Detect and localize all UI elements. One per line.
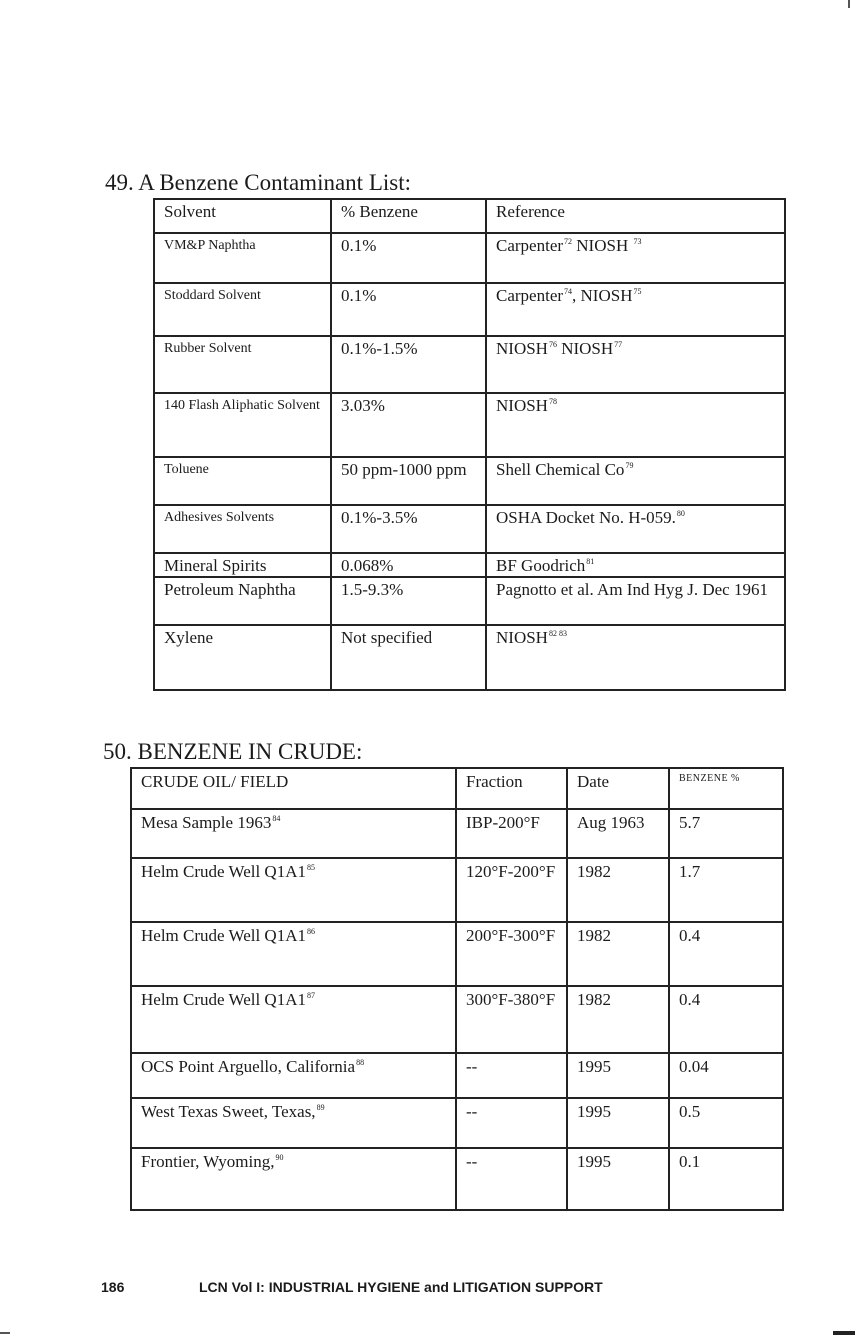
reference-cell (486, 457, 785, 505)
date-cell: 1982 (567, 858, 669, 922)
fraction-cell: 300°F-380°F (456, 986, 567, 1053)
footnote-ref: 84 (272, 814, 281, 823)
date-cell: 1995 (567, 1053, 669, 1098)
benzene-in-crude-table (130, 767, 784, 1211)
benzene-cell: Not specified (331, 625, 486, 690)
reference-cell (486, 233, 785, 283)
reference-text: Pagnotto et al. Am Ind Hyg J. Dec 1961 (496, 580, 768, 599)
footnote-ref: 79 (625, 461, 634, 470)
crude-field-cell (131, 922, 456, 986)
table-row (131, 809, 783, 858)
reference-text: NIOSH (496, 628, 548, 647)
column-header: BENZENE % (669, 768, 783, 809)
table-row (154, 553, 785, 577)
crude-field-cell (131, 1098, 456, 1148)
crude-field-name: Helm Crude Well Q1A1 (141, 926, 306, 945)
column-header: Solvent (154, 199, 331, 233)
benzene-cell: 0.1% (331, 283, 486, 336)
table-header-row (154, 199, 785, 233)
benzene-cell: 0.1%-3.5% (331, 505, 486, 553)
crop-mark (0, 1332, 10, 1334)
fraction-cell: -- (456, 1148, 567, 1210)
reference-text: NIOSH (496, 339, 548, 358)
benzene-percent-cell: 0.5 (669, 1098, 783, 1148)
reference-cell (486, 393, 785, 457)
fraction-cell: -- (456, 1098, 567, 1148)
reference-cell (486, 505, 785, 553)
crude-field-cell (131, 1053, 456, 1098)
column-header: Date (567, 768, 669, 809)
fraction-cell: 120°F-200°F (456, 858, 567, 922)
table-row (131, 1148, 783, 1210)
table-row (131, 1053, 783, 1098)
table-row (131, 922, 783, 986)
footer-title: LCN Vol I: INDUSTRIAL HYGIENE and LITIGATION SUPPORT (199, 1279, 603, 1295)
benzene-cell: 0.068% (331, 553, 486, 577)
crude-field-cell (131, 809, 456, 858)
table-header-row (131, 768, 783, 809)
benzene-cell: 1.5-9.3% (331, 577, 486, 625)
date-cell: Aug 1963 (567, 809, 669, 858)
footnote-ref: 90 (275, 1153, 284, 1162)
solvent-cell: 140 Flash Aliphatic Solvent (154, 393, 331, 457)
reference-cell (486, 577, 785, 625)
table-row (131, 858, 783, 922)
date-cell: 1995 (567, 1148, 669, 1210)
benzene-percent-cell: 1.7 (669, 858, 783, 922)
table-row (154, 393, 785, 457)
benzene-percent-cell: 5.7 (669, 809, 783, 858)
footnote-ref: 86 (307, 927, 315, 936)
table-row (154, 336, 785, 393)
reference-cell (486, 553, 785, 577)
table-row (154, 505, 785, 553)
footnote-ref: 75 (633, 287, 642, 296)
column-header: % Benzene (331, 199, 486, 233)
solvent-cell: Xylene (154, 625, 331, 690)
solvent-cell: VM&P Naphtha (154, 233, 331, 283)
crude-field-name: OCS Point Arguello, California (141, 1057, 356, 1076)
crude-field-name: Helm Crude Well Q1A1 (141, 862, 306, 881)
table-row (154, 233, 785, 283)
reference-text: , NIOSH (572, 286, 633, 305)
fraction-cell: 200°F-300°F (456, 922, 567, 986)
reference-text: Carpenter (496, 236, 564, 255)
column-header: Fraction (456, 768, 567, 809)
benzene-cell: 0.1%-1.5% (331, 336, 486, 393)
footnote-ref: 85 (307, 863, 315, 872)
crude-field-cell (131, 1148, 456, 1210)
reference-text: OSHA Docket No. H-059. (496, 508, 676, 527)
reference-text: BF Goodrich (496, 556, 586, 575)
footnote-ref: 73 (633, 237, 642, 246)
table-row (154, 457, 785, 505)
crude-field-name: Helm Crude Well Q1A1 (141, 990, 306, 1009)
reference-text: NIOSH (556, 339, 614, 358)
date-cell: 1982 (567, 986, 669, 1053)
date-cell: 1982 (567, 922, 669, 986)
reference-cell (486, 625, 785, 690)
reference-text: NIOSH (496, 396, 548, 415)
crop-mark (848, 0, 850, 8)
fraction-cell: -- (456, 1053, 567, 1098)
crop-mark (833, 1331, 855, 1335)
benzene-percent-cell: 0.4 (669, 922, 783, 986)
solvent-cell: Adhesives Solvents (154, 505, 331, 553)
fraction-cell: IBP-200°F (456, 809, 567, 858)
page-number: 186 (101, 1279, 125, 1295)
crude-field-name: Frontier, Wyoming, (141, 1152, 275, 1171)
footnote-ref: 87 (307, 991, 315, 1000)
benzene-percent-cell: 0.4 (669, 986, 783, 1053)
table-row (131, 986, 783, 1053)
solvent-cell: Toluene (154, 457, 331, 505)
footnote-ref: 80 (676, 509, 685, 518)
date-cell: 1995 (567, 1098, 669, 1148)
benzene-cell: 3.03% (331, 393, 486, 457)
reference-text: Carpenter (496, 286, 564, 305)
footnote-ref: 76 (548, 340, 557, 349)
solvent-cell: Petroleum Naphtha (154, 577, 331, 625)
benzene-contaminant-table (153, 198, 786, 691)
section-50-heading: 50. BENZENE IN CRUDE: (103, 739, 363, 764)
footnote-ref: 89 (316, 1103, 325, 1112)
reference-text: NIOSH (572, 236, 633, 255)
footnote-ref: 88 (356, 1058, 365, 1067)
column-header: Reference (486, 199, 785, 233)
table-row (131, 1098, 783, 1148)
reference-cell (486, 283, 785, 336)
reference-cell (486, 336, 785, 393)
benzene-cell: 50 ppm-1000 ppm (331, 457, 486, 505)
footnote-ref: 82 83 (548, 629, 567, 638)
benzene-percent-cell: 0.1 (669, 1148, 783, 1210)
crude-field-cell (131, 858, 456, 922)
solvent-cell: Rubber Solvent (154, 336, 331, 393)
column-header: CRUDE OIL/ FIELD (131, 768, 456, 809)
benzene-cell: 0.1% (331, 233, 486, 283)
reference-text: Shell Chemical Co (496, 460, 625, 479)
footnote-ref: 74 (564, 287, 573, 296)
footnote-ref: 81 (586, 557, 595, 566)
table-row (154, 283, 785, 336)
table-row (154, 625, 785, 690)
table-row (154, 577, 785, 625)
crude-field-cell (131, 986, 456, 1053)
footnote-ref: 77 (614, 340, 623, 349)
benzene-percent-cell: 0.04 (669, 1053, 783, 1098)
crude-field-name: West Texas Sweet, Texas, (141, 1102, 316, 1121)
footnote-ref: 72 (564, 237, 573, 246)
solvent-cell: Mineral Spirits (154, 553, 331, 577)
crude-field-name: Mesa Sample 1963 (141, 813, 272, 832)
section-49-heading: 49. A Benzene Contaminant List: (105, 170, 411, 195)
footnote-ref: 78 (548, 397, 557, 406)
solvent-cell: Stoddard Solvent (154, 283, 331, 336)
